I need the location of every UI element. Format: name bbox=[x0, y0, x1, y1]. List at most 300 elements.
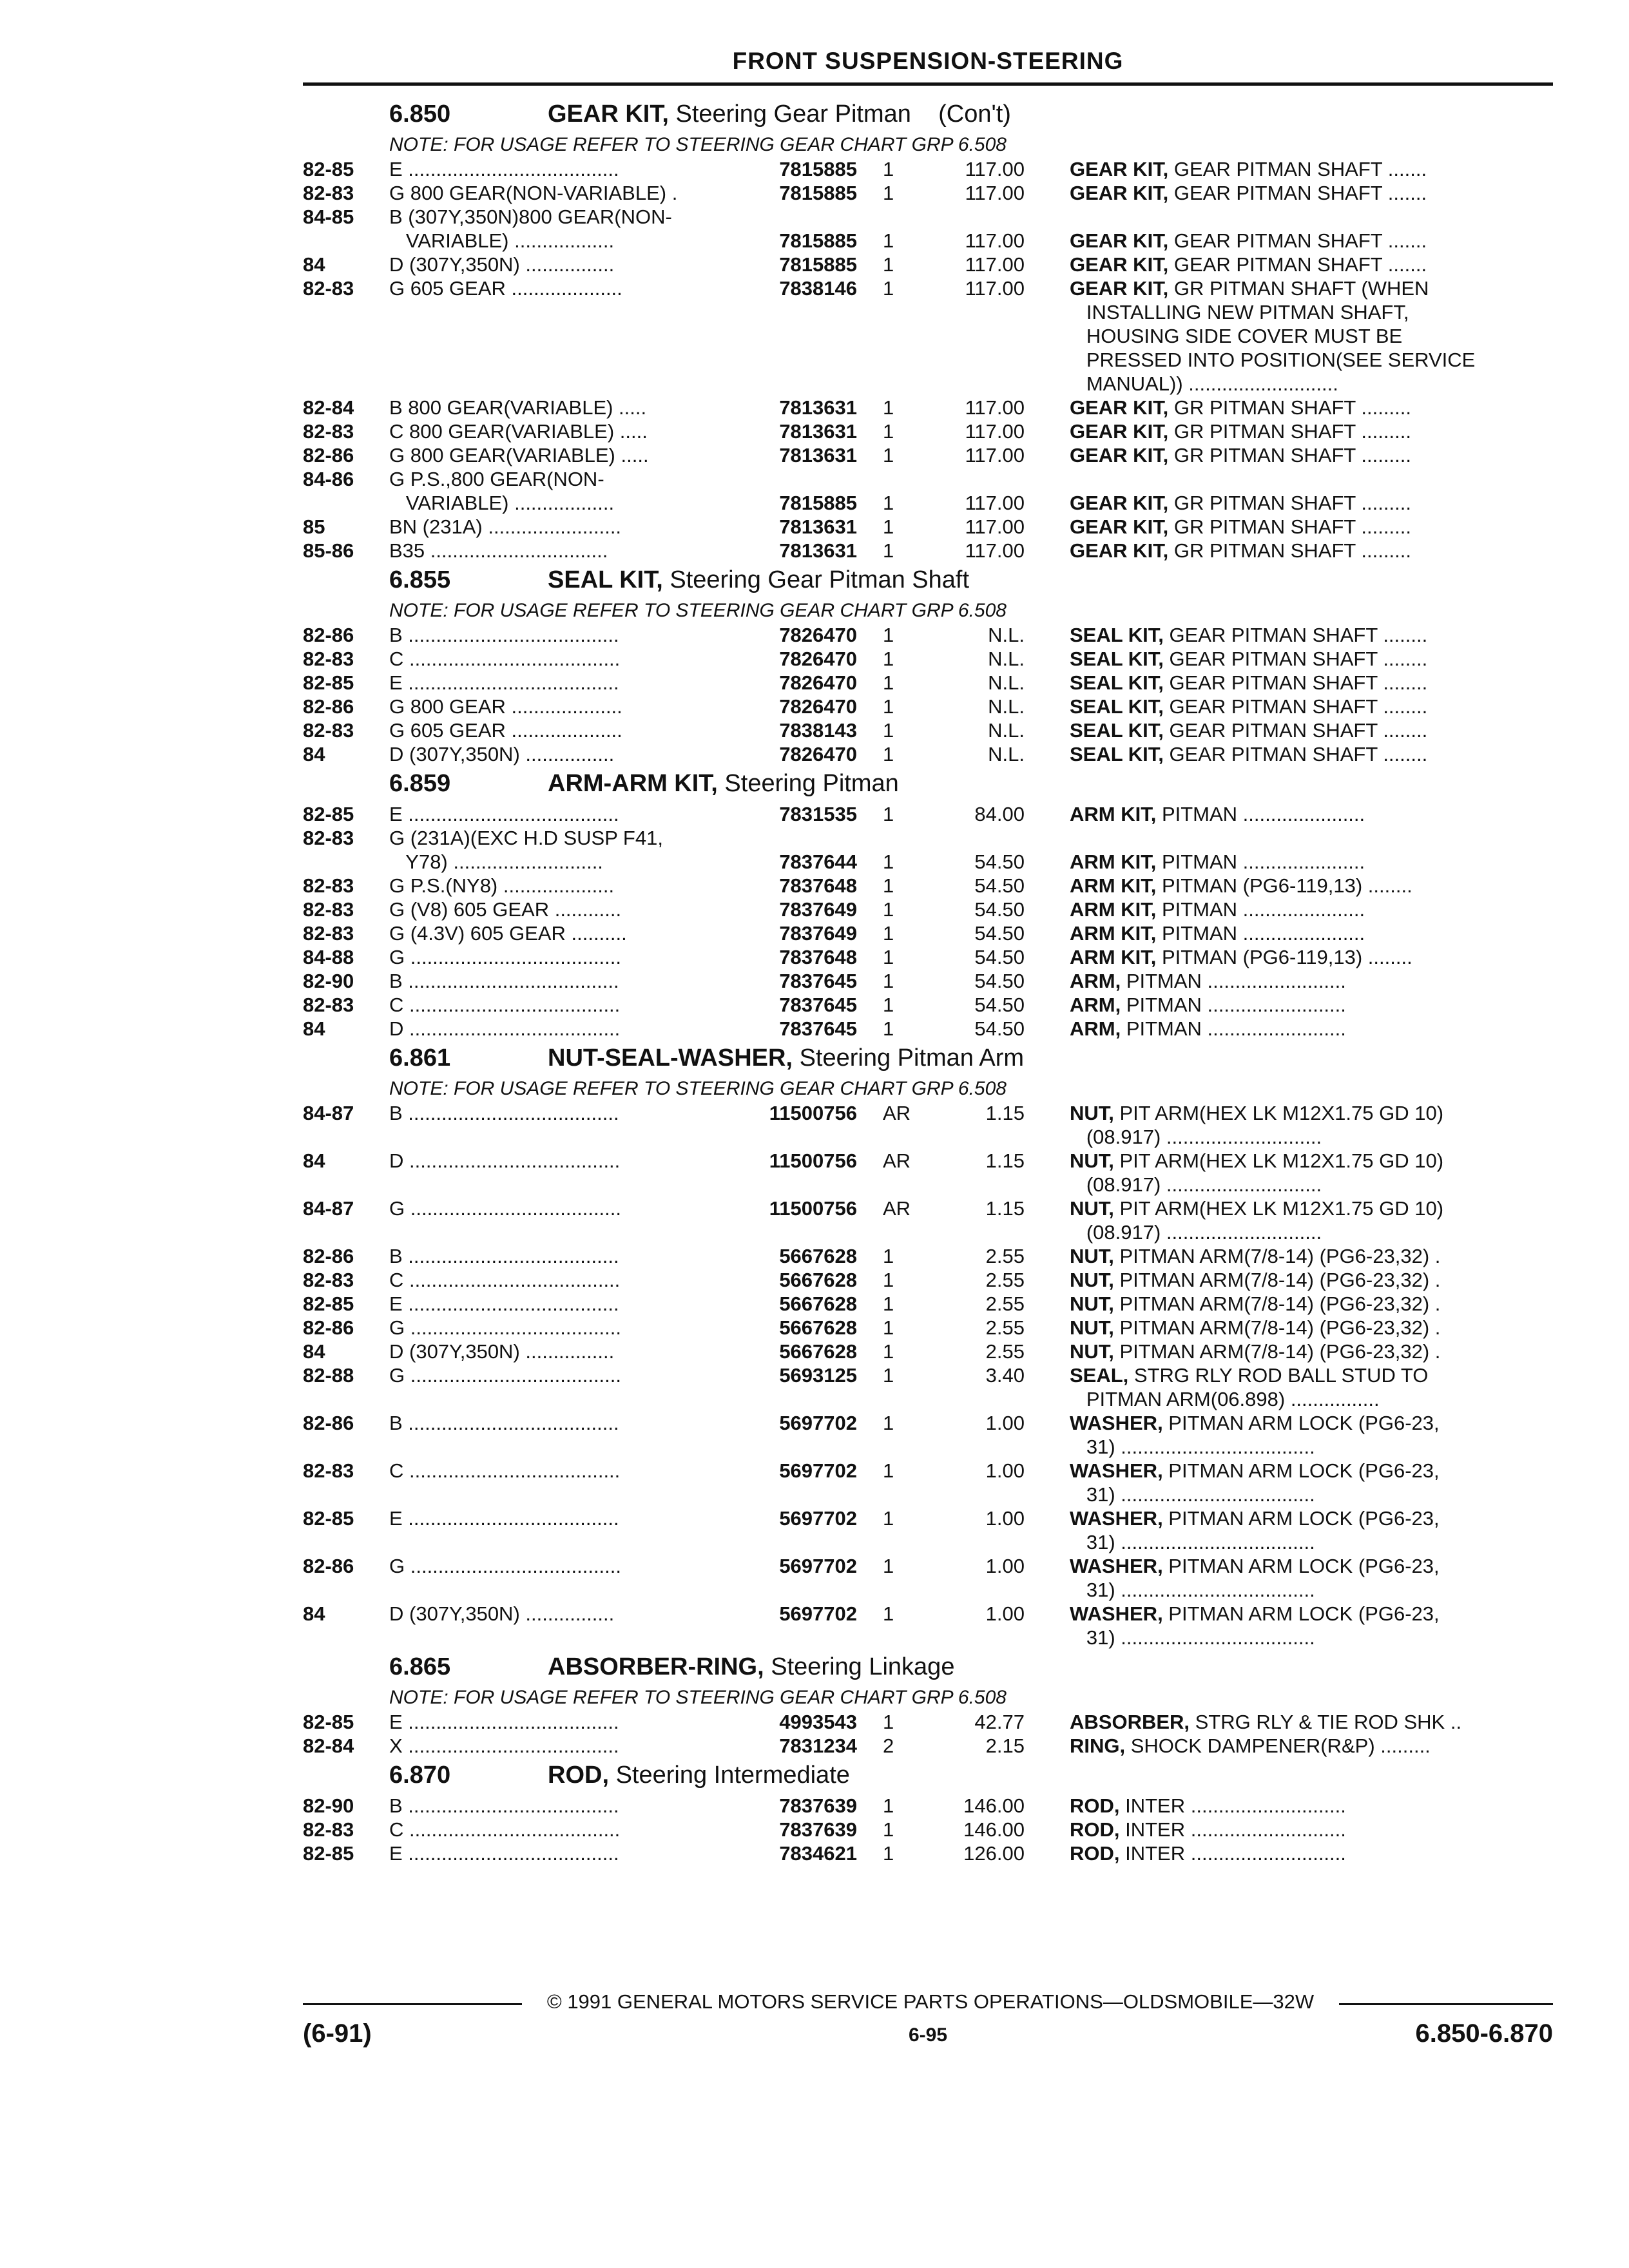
description bbox=[1070, 229, 1553, 253]
description bbox=[1070, 874, 1553, 898]
quantity: 1 bbox=[883, 803, 894, 825]
table-row bbox=[303, 1602, 1553, 1626]
table-row bbox=[303, 1459, 1553, 1483]
application: G (231A)(EXC H.D SUSP F41, bbox=[389, 827, 663, 849]
part-number: 5667628 bbox=[779, 1340, 857, 1363]
part-number: 5697702 bbox=[779, 1412, 857, 1434]
table-row bbox=[303, 1173, 1553, 1196]
description bbox=[1070, 1530, 1553, 1554]
quantity: 1 bbox=[883, 1316, 894, 1339]
description bbox=[1070, 1244, 1553, 1268]
model-years: 82-85 bbox=[303, 1293, 354, 1315]
table-row bbox=[303, 1506, 1553, 1530]
table-row bbox=[303, 229, 1553, 253]
description-text: (08.917) ............................ bbox=[1070, 1173, 1322, 1196]
application: E ...................................... bbox=[389, 803, 619, 825]
part-number: 5697702 bbox=[779, 1459, 857, 1482]
application: Y78) ........................... bbox=[389, 850, 603, 873]
quantity: 1 bbox=[883, 182, 894, 204]
table-row bbox=[303, 969, 1553, 993]
model-years: 82-83 bbox=[303, 1269, 354, 1291]
description-text: GEAR PITMAN SHAFT ........ bbox=[1163, 624, 1428, 646]
description-text: PITMAN ARM(7/8-14) (PG6-23,32) . bbox=[1113, 1340, 1441, 1363]
section-number: 6.859 bbox=[389, 770, 451, 797]
part-number: 5667628 bbox=[779, 1245, 857, 1267]
section-heading bbox=[303, 1649, 1553, 1686]
description-text: STRG RLY ROD BALL STUD TO bbox=[1128, 1364, 1429, 1387]
section-title bbox=[548, 1653, 954, 1681]
description bbox=[1070, 491, 1553, 515]
price: 1.00 bbox=[985, 1555, 1025, 1577]
model-years: 82-83 bbox=[303, 719, 354, 742]
application: VARIABLE) .................. bbox=[389, 229, 615, 252]
section-heading bbox=[303, 97, 1553, 133]
description-bold: ARM KIT, bbox=[1070, 874, 1157, 897]
description bbox=[1070, 372, 1553, 396]
quantity: 1 bbox=[883, 946, 894, 968]
price: 2.55 bbox=[985, 1316, 1025, 1339]
model-years: 82-85 bbox=[303, 1711, 354, 1733]
part-number: 7826470 bbox=[779, 695, 857, 718]
description-text: 31) ................................... bbox=[1070, 1579, 1315, 1601]
description bbox=[1070, 1220, 1553, 1244]
description-bold: NUT, bbox=[1070, 1269, 1114, 1291]
description-bold: GEAR KIT, bbox=[1070, 444, 1169, 466]
model-years: 82-85 bbox=[303, 1842, 354, 1865]
description-bold: SEAL KIT, bbox=[1070, 695, 1164, 718]
quantity: 1 bbox=[883, 1293, 894, 1315]
price: 126.00 bbox=[963, 1842, 1025, 1865]
part-number: 7815885 bbox=[779, 492, 857, 514]
usage-note bbox=[303, 599, 1553, 623]
application: C ...................................... bbox=[389, 1459, 621, 1482]
table-row bbox=[303, 671, 1553, 695]
description-text: PITMAN (PG6-119,13) ........ bbox=[1156, 946, 1412, 968]
description-text: PITMAN ARM(7/8-14) (PG6-23,32) . bbox=[1113, 1269, 1441, 1291]
model-years: 84 bbox=[303, 1340, 325, 1363]
description-text: GEAR PITMAN SHAFT ........ bbox=[1163, 695, 1428, 718]
price: N.L. bbox=[988, 695, 1025, 718]
table-row bbox=[303, 539, 1553, 562]
table-row bbox=[303, 372, 1553, 396]
application: G 605 GEAR .................... bbox=[389, 277, 622, 300]
application: E ...................................... bbox=[389, 158, 619, 180]
description-text: GEAR PITMAN SHAFT ........ bbox=[1163, 671, 1428, 694]
price: 2.55 bbox=[985, 1340, 1025, 1363]
table-row bbox=[303, 1316, 1553, 1340]
description-text: INTER ............................ bbox=[1119, 1818, 1346, 1841]
description-bold: ARM KIT, bbox=[1070, 803, 1157, 825]
table-row bbox=[303, 718, 1553, 742]
usage-note-text: NOTE: FOR USAGE REFER TO STEERING GEAR CHART GRP 6.508 bbox=[389, 600, 1007, 621]
quantity: AR bbox=[883, 1102, 911, 1124]
quantity: 1 bbox=[883, 1794, 894, 1817]
description-bold: GEAR KIT, bbox=[1070, 420, 1169, 443]
usage-note bbox=[303, 1077, 1553, 1101]
description-bold: ARM KIT, bbox=[1070, 946, 1157, 968]
catalog-content bbox=[303, 97, 1553, 1865]
price: 117.00 bbox=[965, 420, 1025, 443]
quantity: 1 bbox=[883, 1507, 894, 1530]
description-text: PITMAN ARM(7/8-14) (PG6-23,32) . bbox=[1113, 1293, 1441, 1315]
section-title-bold: ARM-ARM KIT, bbox=[548, 770, 718, 797]
price: 117.00 bbox=[965, 182, 1025, 204]
application: B ...................................... bbox=[389, 970, 619, 992]
price: 2.55 bbox=[985, 1293, 1025, 1315]
quantity: 1 bbox=[883, 994, 894, 1016]
description bbox=[1070, 1316, 1553, 1340]
section-number: 6.855 bbox=[389, 566, 451, 593]
application: G ...................................... bbox=[389, 1316, 622, 1339]
section-title bbox=[548, 1762, 850, 1789]
usage-note bbox=[303, 133, 1553, 157]
table-row bbox=[303, 850, 1553, 874]
quantity: 1 bbox=[883, 253, 894, 276]
description bbox=[1070, 695, 1553, 718]
model-years: 82-83 bbox=[303, 994, 354, 1016]
model-years: 84-87 bbox=[303, 1197, 354, 1220]
model-years: 82-83 bbox=[303, 1818, 354, 1841]
price: 117.00 bbox=[965, 396, 1025, 419]
model-years: 82-86 bbox=[303, 1245, 354, 1267]
description-bold: WASHER, bbox=[1070, 1459, 1163, 1482]
description-text: 31) ................................... bbox=[1070, 1436, 1315, 1458]
section-number: 6.861 bbox=[389, 1044, 451, 1072]
table-row bbox=[303, 396, 1553, 419]
section-title-rest: Steering Gear Pitman bbox=[675, 101, 911, 128]
description-bold: ARM KIT, bbox=[1070, 850, 1157, 873]
description bbox=[1070, 1459, 1553, 1483]
price: 2.55 bbox=[985, 1269, 1025, 1291]
description-bold: GEAR KIT, bbox=[1070, 539, 1169, 562]
table-row bbox=[303, 1387, 1553, 1411]
application: G P.S.(NY8) .................... bbox=[389, 874, 615, 897]
description-text: INTER ............................ bbox=[1119, 1794, 1346, 1817]
description-text: STRG RLY & TIE ROD SHK .. bbox=[1190, 1711, 1462, 1733]
application: C ...................................... bbox=[389, 1269, 621, 1291]
header-rule bbox=[303, 82, 1553, 86]
part-number: 7837645 bbox=[779, 970, 857, 992]
model-years: 82-90 bbox=[303, 970, 354, 992]
application: D (307Y,350N) ................ bbox=[389, 743, 615, 765]
part-number: 7831234 bbox=[779, 1735, 857, 1757]
part-number: 7837639 bbox=[779, 1818, 857, 1841]
quantity: 1 bbox=[883, 1711, 894, 1733]
table-row bbox=[303, 1626, 1553, 1649]
table-row bbox=[303, 826, 1553, 850]
application: D (307Y,350N) ................ bbox=[389, 1602, 615, 1625]
quantity: 1 bbox=[883, 1412, 894, 1434]
part-number: 7813631 bbox=[779, 539, 857, 562]
part-number: 11500756 bbox=[769, 1102, 857, 1124]
quantity: 1 bbox=[883, 850, 894, 873]
table-row bbox=[303, 1244, 1553, 1268]
part-number: 5697702 bbox=[779, 1602, 857, 1625]
table-row bbox=[303, 1554, 1553, 1578]
description bbox=[1070, 1734, 1553, 1758]
model-years: 82-86 bbox=[303, 444, 354, 466]
description-text: PITMAN ARM LOCK (PG6-23, bbox=[1162, 1555, 1440, 1577]
price: 117.00 bbox=[965, 277, 1025, 300]
model-years: 82-85 bbox=[303, 1507, 354, 1530]
part-number: 7813631 bbox=[779, 396, 857, 419]
application: C 800 GEAR(VARIABLE) ..... bbox=[389, 420, 648, 443]
quantity: 1 bbox=[883, 695, 894, 718]
section-heading bbox=[303, 562, 1553, 599]
table-row bbox=[303, 324, 1553, 348]
description bbox=[1070, 253, 1553, 276]
part-number: 7837645 bbox=[779, 994, 857, 1016]
application: C ...................................... bbox=[389, 994, 621, 1016]
description bbox=[1070, 1710, 1553, 1734]
price: 1.00 bbox=[985, 1507, 1025, 1530]
quantity: 1 bbox=[883, 671, 894, 694]
model-years: 82-84 bbox=[303, 1735, 354, 1757]
description bbox=[1070, 419, 1553, 443]
quantity: 1 bbox=[883, 1555, 894, 1577]
description-text: PITMAN ...................... bbox=[1156, 803, 1365, 825]
usage-note-text: NOTE: FOR USAGE REFER TO STEERING GEAR CHART GRP 6.508 bbox=[389, 1078, 1007, 1099]
price: 54.50 bbox=[974, 874, 1025, 897]
section-title-bold: SEAL KIT, bbox=[548, 566, 663, 593]
section-title-bold: GEAR KIT, bbox=[548, 101, 669, 128]
application: G ...................................... bbox=[389, 946, 622, 968]
table-row bbox=[303, 623, 1553, 647]
model-years: 82-83 bbox=[303, 182, 354, 204]
description bbox=[1070, 1340, 1553, 1363]
description bbox=[1070, 742, 1553, 766]
quantity: 1 bbox=[883, 1340, 894, 1363]
price: 117.00 bbox=[965, 229, 1025, 252]
footer-rule-right bbox=[1339, 2003, 1553, 2005]
quantity: 1 bbox=[883, 648, 894, 670]
description-bold: SEAL KIT, bbox=[1070, 648, 1164, 670]
quantity: 1 bbox=[883, 719, 894, 742]
table-row bbox=[303, 1292, 1553, 1316]
description-text: GEAR PITMAN SHAFT ....... bbox=[1168, 229, 1427, 252]
price: 54.50 bbox=[974, 922, 1025, 945]
footer-page-number: 6-95 bbox=[908, 2024, 948, 2046]
quantity: 1 bbox=[883, 396, 894, 419]
quantity: 1 bbox=[883, 229, 894, 252]
model-years: 82-86 bbox=[303, 1555, 354, 1577]
description-bold: ARM KIT, bbox=[1070, 922, 1157, 945]
application: E ...................................... bbox=[389, 671, 619, 694]
quantity: 1 bbox=[883, 515, 894, 538]
model-years: 82-88 bbox=[303, 1364, 354, 1387]
quantity: AR bbox=[883, 1197, 911, 1220]
description-bold: SEAL KIT, bbox=[1070, 743, 1164, 765]
description-text: GR PITMAN SHAFT ......... bbox=[1168, 444, 1411, 466]
description-text: MANUAL)) ........................... bbox=[1070, 372, 1338, 395]
application: D ...................................... bbox=[389, 1017, 621, 1040]
table-row bbox=[303, 993, 1553, 1017]
description bbox=[1070, 539, 1553, 562]
section-title bbox=[548, 101, 1011, 128]
description-text: INTER ............................ bbox=[1119, 1842, 1346, 1865]
price: 84.00 bbox=[974, 803, 1025, 825]
price: 117.00 bbox=[965, 444, 1025, 466]
application: B35 ................................ bbox=[389, 539, 608, 562]
description-bold: ARM, bbox=[1070, 1017, 1121, 1040]
application: B ...................................... bbox=[389, 1412, 619, 1434]
description bbox=[1070, 1506, 1553, 1530]
table-row bbox=[303, 742, 1553, 766]
description-text: GEAR PITMAN SHAFT ....... bbox=[1168, 182, 1427, 204]
description bbox=[1070, 1483, 1553, 1506]
model-years: 82-83 bbox=[303, 922, 354, 945]
part-number: 7831535 bbox=[779, 803, 857, 825]
description-bold: GEAR KIT, bbox=[1070, 277, 1169, 300]
application: BN (231A) ........................ bbox=[389, 515, 622, 538]
description-text: HOUSING SIDE COVER MUST BE bbox=[1070, 325, 1403, 347]
description-bold: GEAR KIT, bbox=[1070, 182, 1169, 204]
description-text: PITMAN ......................... bbox=[1121, 1017, 1346, 1040]
description-text: 31) ................................... bbox=[1070, 1531, 1315, 1553]
model-years: 82-83 bbox=[303, 1459, 354, 1482]
application: B 800 GEAR(VARIABLE) ..... bbox=[389, 396, 647, 419]
description-text: PITMAN ARM LOCK (PG6-23, bbox=[1162, 1602, 1440, 1625]
part-number: 7815885 bbox=[779, 182, 857, 204]
description-bold: WASHER, bbox=[1070, 1507, 1163, 1530]
description-text: PITMAN ARM LOCK (PG6-23, bbox=[1162, 1507, 1440, 1530]
description bbox=[1070, 1841, 1553, 1865]
description bbox=[1070, 1387, 1553, 1411]
description-bold: GEAR KIT, bbox=[1070, 515, 1169, 538]
model-years: 82-85 bbox=[303, 803, 354, 825]
table-row bbox=[303, 1530, 1553, 1554]
part-number: 7815885 bbox=[779, 229, 857, 252]
description-text: 31) ................................... bbox=[1070, 1626, 1315, 1649]
description-text: GR PITMAN SHAFT (WHEN bbox=[1168, 277, 1429, 300]
usage-note bbox=[303, 1686, 1553, 1710]
description bbox=[1070, 671, 1553, 695]
description-bold: NUT, bbox=[1070, 1149, 1114, 1172]
description-text: GEAR PITMAN SHAFT ........ bbox=[1163, 648, 1428, 670]
quantity: 1 bbox=[883, 420, 894, 443]
description bbox=[1070, 157, 1553, 181]
description bbox=[1070, 850, 1553, 874]
description bbox=[1070, 1626, 1553, 1649]
description-bold: NUT, bbox=[1070, 1316, 1114, 1339]
description-text: PITMAN ......................... bbox=[1121, 970, 1346, 992]
table-row bbox=[303, 419, 1553, 443]
section-title-rest: Steering Pitman bbox=[724, 770, 899, 797]
model-years: 82-83 bbox=[303, 420, 354, 443]
description bbox=[1070, 348, 1553, 372]
application: G ...................................... bbox=[389, 1364, 622, 1387]
application: B ...................................... bbox=[389, 1794, 619, 1817]
table-row bbox=[303, 157, 1553, 181]
section-title-suffix: (Con't) bbox=[938, 101, 1011, 128]
description-text: PITMAN ARM LOCK (PG6-23, bbox=[1162, 1412, 1440, 1434]
table-row bbox=[303, 181, 1553, 205]
description bbox=[1070, 945, 1553, 969]
part-number: 7838143 bbox=[779, 719, 857, 742]
description-text: GR PITMAN SHAFT ......... bbox=[1168, 396, 1411, 419]
part-number: 5667628 bbox=[779, 1269, 857, 1291]
quantity: 1 bbox=[883, 1245, 894, 1267]
description-bold: ARM KIT, bbox=[1070, 898, 1157, 921]
description-bold: ROD, bbox=[1070, 1818, 1120, 1841]
price: 117.00 bbox=[965, 253, 1025, 276]
application: E ...................................... bbox=[389, 1842, 619, 1865]
application: C ...................................... bbox=[389, 1818, 621, 1841]
model-years: 82-83 bbox=[303, 874, 354, 897]
part-number: 7826470 bbox=[779, 624, 857, 646]
section-title-rest: Steering Intermediate bbox=[615, 1762, 850, 1789]
description bbox=[1070, 1818, 1553, 1841]
quantity: 1 bbox=[883, 492, 894, 514]
description-text: GEAR PITMAN SHAFT ....... bbox=[1168, 253, 1427, 276]
section-number: 6.850 bbox=[389, 101, 451, 128]
table-row bbox=[303, 898, 1553, 921]
price: 2.55 bbox=[985, 1245, 1025, 1267]
table-row bbox=[303, 945, 1553, 969]
application: G (4.3V) 605 GEAR .......... bbox=[389, 922, 627, 945]
table-row bbox=[303, 1411, 1553, 1435]
application: B (307Y,350N)800 GEAR(NON- bbox=[389, 206, 672, 228]
description bbox=[1070, 1017, 1553, 1041]
model-years: 84 bbox=[303, 1149, 325, 1172]
table-row bbox=[303, 874, 1553, 898]
table-row bbox=[303, 205, 1553, 229]
quantity: 1 bbox=[883, 277, 894, 300]
quantity: 1 bbox=[883, 1818, 894, 1841]
part-number: 11500756 bbox=[769, 1149, 857, 1172]
description bbox=[1070, 1794, 1553, 1818]
description-text: PRESSED INTO POSITION(SEE SERVICE bbox=[1070, 349, 1476, 371]
model-years: 85-86 bbox=[303, 539, 354, 562]
application: G 605 GEAR .................... bbox=[389, 719, 622, 742]
quantity: 2 bbox=[883, 1735, 894, 1757]
description-bold: NUT, bbox=[1070, 1245, 1114, 1267]
description-bold: ROD, bbox=[1070, 1842, 1120, 1865]
section-heading bbox=[303, 766, 1553, 802]
quantity: 1 bbox=[883, 922, 894, 945]
price: 54.50 bbox=[974, 994, 1025, 1016]
part-number: 7837648 bbox=[779, 946, 857, 968]
description-bold: GEAR KIT, bbox=[1070, 492, 1169, 514]
model-years: 84 bbox=[303, 1017, 325, 1040]
price: 146.00 bbox=[963, 1794, 1025, 1817]
description-bold: SEAL, bbox=[1070, 1364, 1129, 1387]
price: 1.00 bbox=[985, 1602, 1025, 1625]
description bbox=[1070, 718, 1553, 742]
description bbox=[1070, 802, 1553, 826]
application: B ...................................... bbox=[389, 1102, 619, 1124]
description-text: GR PITMAN SHAFT ......... bbox=[1168, 539, 1411, 562]
model-years: 84 bbox=[303, 743, 325, 765]
description bbox=[1070, 276, 1553, 300]
part-number: 7837648 bbox=[779, 874, 857, 897]
table-row bbox=[303, 1841, 1553, 1865]
part-number: 7837645 bbox=[779, 1017, 857, 1040]
table-row bbox=[303, 1196, 1553, 1220]
section-title-rest: Steering Gear Pitman Shaft bbox=[670, 566, 970, 593]
description bbox=[1070, 300, 1553, 324]
description bbox=[1070, 396, 1553, 419]
application: D (307Y,350N) ................ bbox=[389, 253, 615, 276]
part-number: 7815885 bbox=[779, 158, 857, 180]
description-text: (08.917) ............................ bbox=[1070, 1221, 1322, 1244]
price: 54.50 bbox=[974, 1017, 1025, 1040]
table-row bbox=[303, 1340, 1553, 1363]
usage-note-text: NOTE: FOR USAGE REFER TO STEERING GEAR CHART GRP 6.508 bbox=[389, 134, 1007, 155]
description bbox=[1070, 969, 1553, 993]
description bbox=[1070, 921, 1553, 945]
application: C ...................................... bbox=[389, 648, 621, 670]
